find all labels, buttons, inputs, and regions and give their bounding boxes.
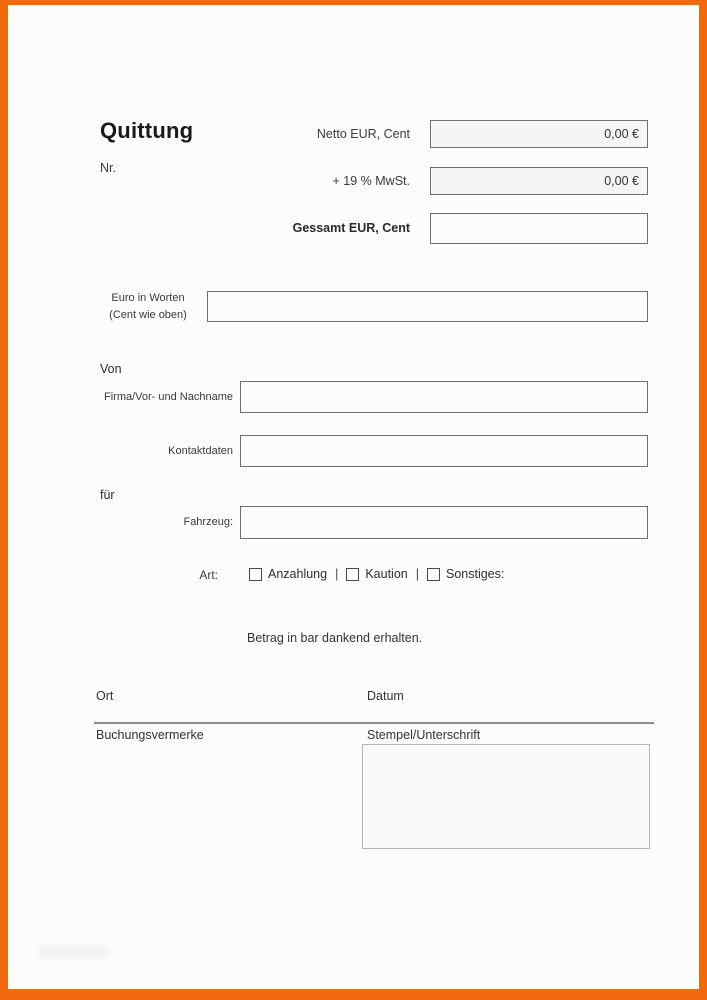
euro-in-worten-label-line1: Euro in Worten: [111, 292, 185, 304]
mwst-input[interactable]: [430, 167, 648, 195]
fahrzeug-label: Fahrzeug:: [183, 516, 233, 528]
euro-in-worten-label-line2: (Cent wie oben): [109, 309, 187, 321]
anzahlung-checkbox[interactable]: [249, 568, 262, 581]
euro-in-worten-label: [98, 290, 198, 324]
kontaktdaten-label: Kontaktdaten: [168, 445, 233, 457]
buchungsvermerke-label: Buchungsvermerke: [96, 728, 204, 742]
firma-name-label: Firma/Vor- und Nachname: [104, 391, 233, 403]
firma-name-input[interactable]: [240, 381, 648, 413]
netto-input[interactable]: [430, 120, 648, 148]
art-options-row: [249, 563, 504, 585]
kontaktdaten-input[interactable]: [240, 435, 648, 467]
kaution-label: Kaution: [365, 567, 408, 581]
sonstiges-checkbox[interactable]: [427, 568, 440, 581]
page-title: Quittung: [100, 118, 194, 143]
art-label: Art:: [199, 568, 218, 582]
statement-text: Betrag in bar dankend erhalten.: [247, 631, 423, 645]
anzahlung-label: Anzahlung: [268, 567, 328, 581]
netto-label: Netto EUR, Cent: [316, 127, 410, 141]
ort-label: Ort: [96, 689, 114, 703]
mwst-label: + 19 % MwSt.: [332, 174, 410, 188]
sonstiges-label: Sonstiges:: [445, 567, 505, 581]
gesamt-input[interactable]: [430, 213, 648, 244]
stempel-unterschrift-area[interactable]: [362, 744, 650, 849]
separator-pipe: |: [335, 567, 339, 581]
kaution-checkbox[interactable]: [346, 568, 359, 581]
section-heading-fuer: für: [100, 488, 115, 502]
receipt-number-label: Nr.: [100, 161, 116, 175]
section-heading-von: Von: [100, 362, 122, 376]
fahrzeug-input[interactable]: [240, 506, 648, 539]
stempel-unterschrift-label: Stempel/Unterschrift: [367, 728, 481, 742]
divider-line: [94, 722, 654, 724]
euro-in-worten-input[interactable]: [207, 291, 648, 322]
gesamt-label: Gessamt EUR, Cent: [292, 221, 410, 235]
datum-label: Datum: [367, 689, 404, 703]
separator-pipe: |: [415, 567, 419, 581]
faint-watermark: [38, 945, 108, 959]
